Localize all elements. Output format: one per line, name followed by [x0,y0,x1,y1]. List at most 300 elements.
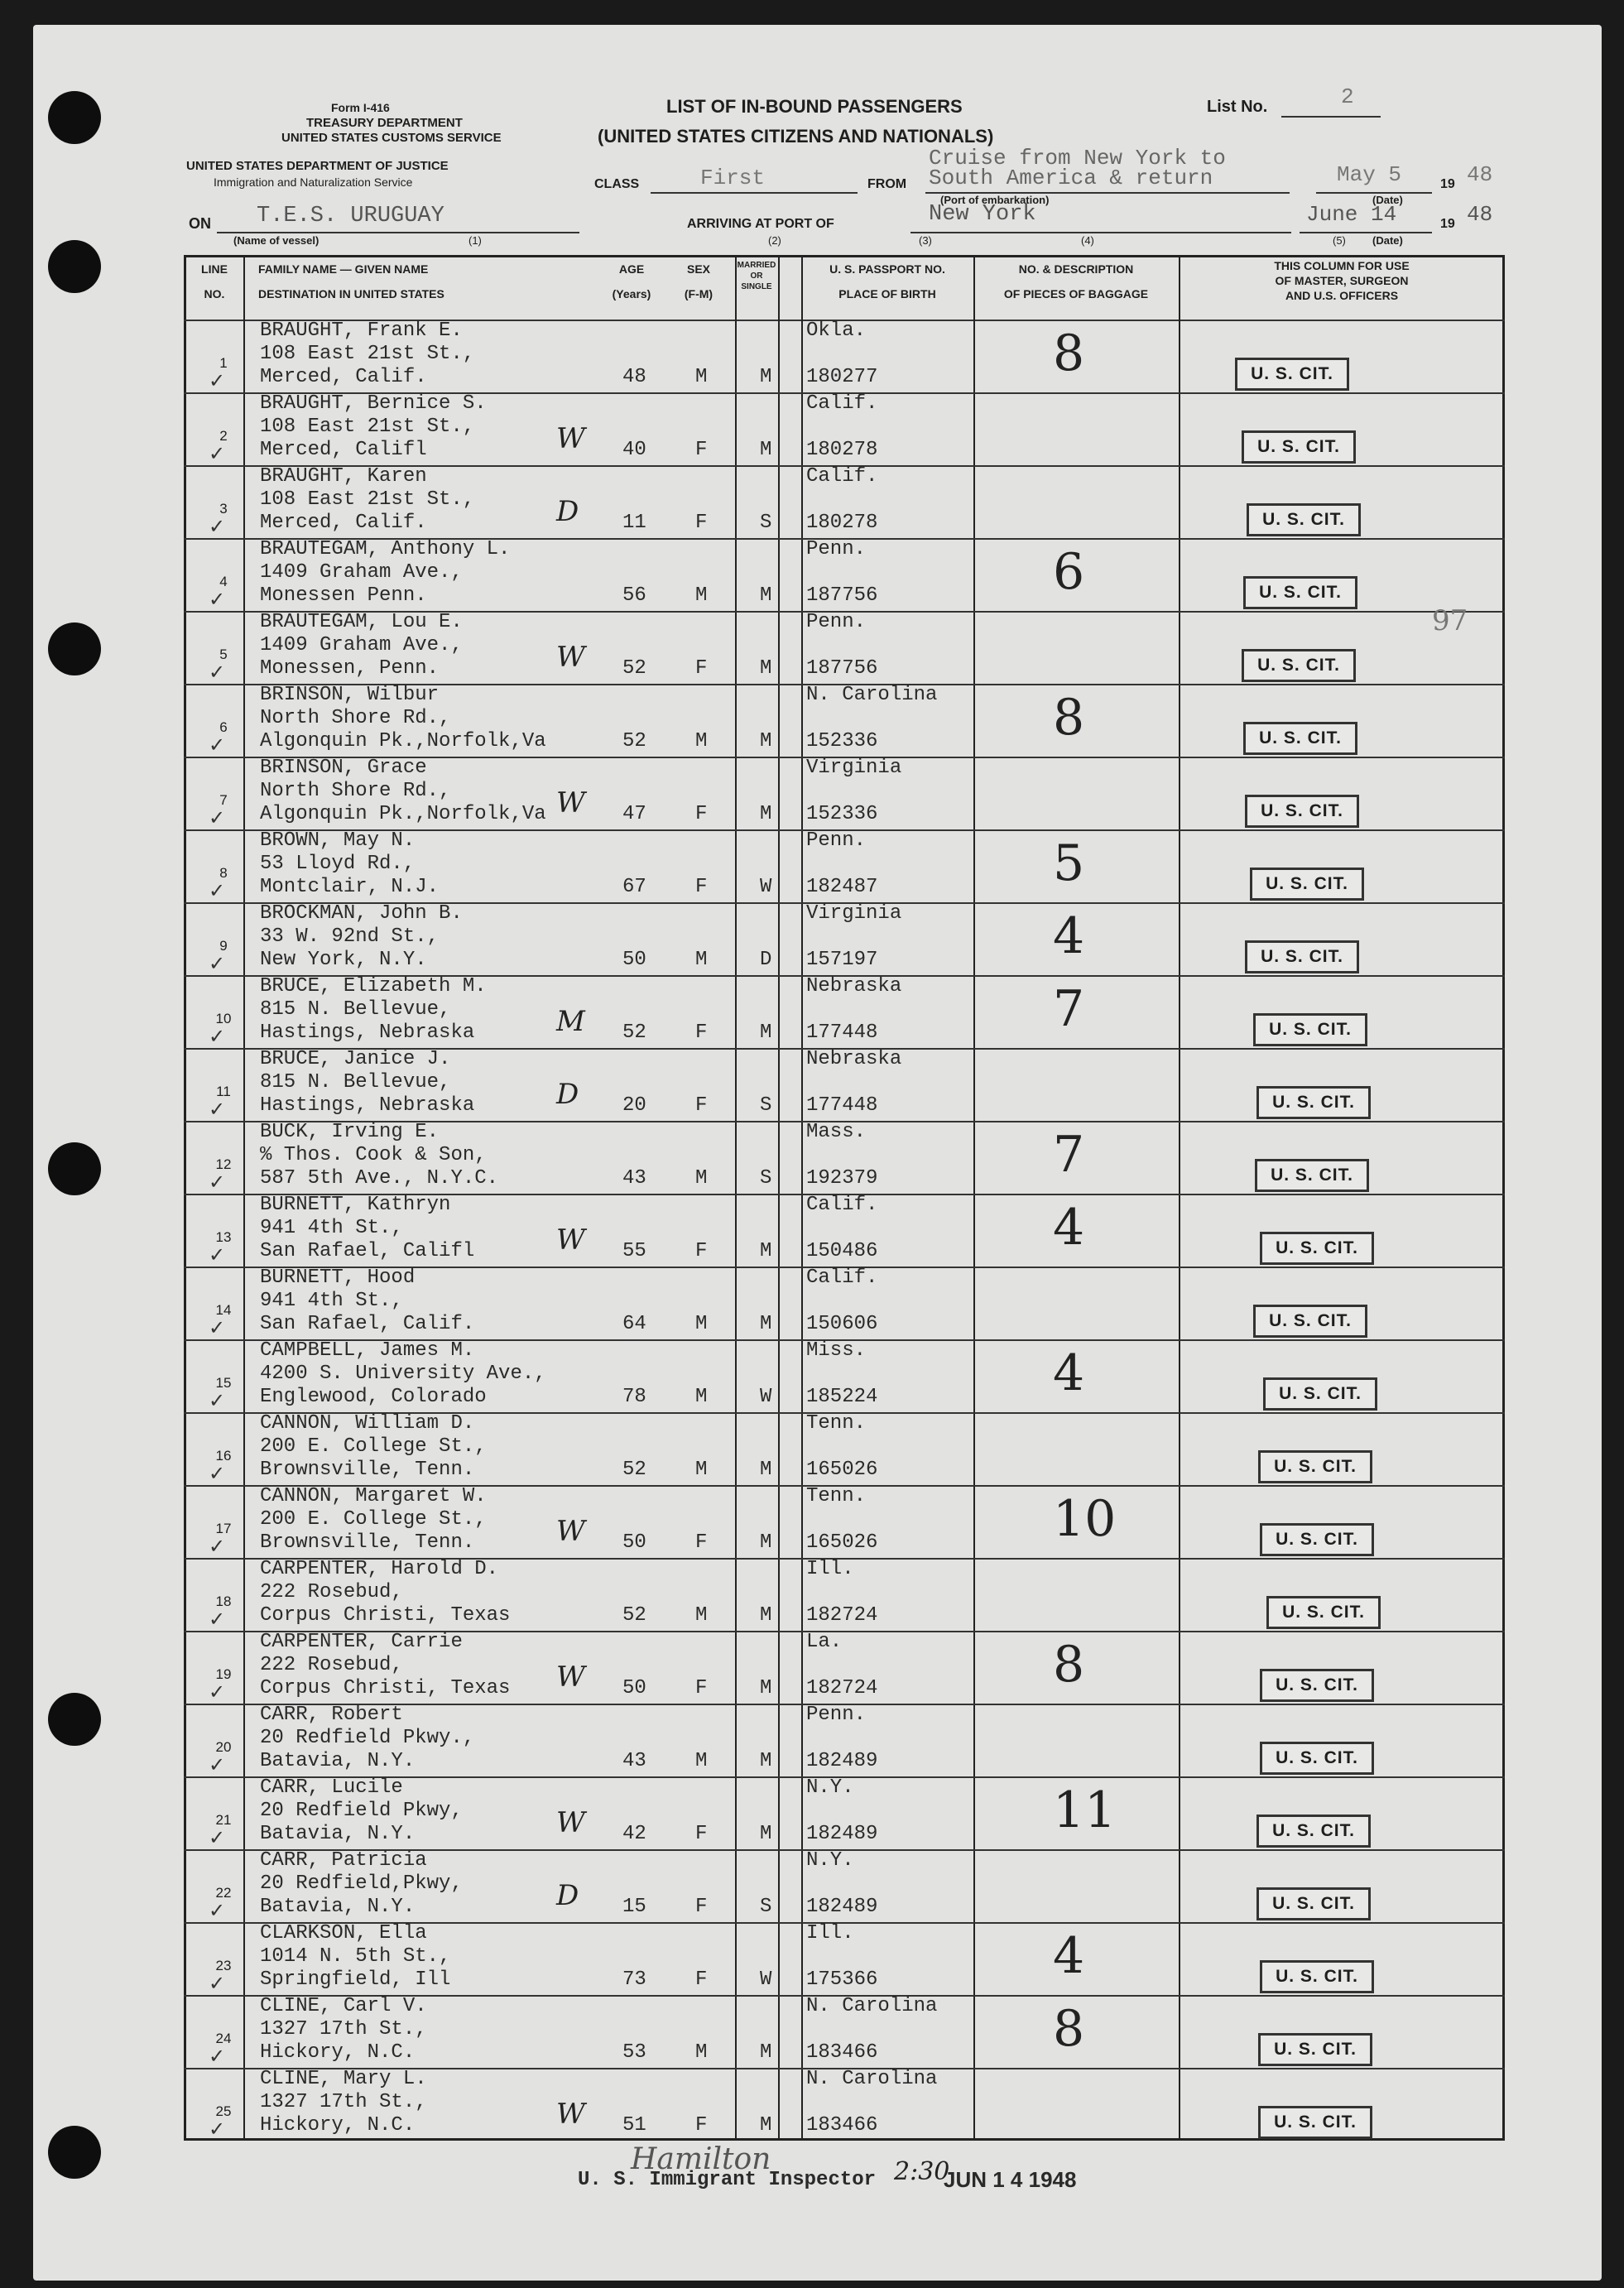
us-citizen-stamp: U. S. CIT. [1245,795,1359,828]
age: 64 [622,1313,646,1335]
check-mark: ✓ [209,1826,226,1849]
address-line-1: 108 East 21st St., [260,488,475,511]
arrival-year: 48 [1467,202,1493,227]
place-of-birth: Nebraska [806,975,902,997]
place-of-birth: N. Carolina [806,1995,938,2017]
place-of-birth: Calif. [806,1194,878,1216]
age: 52 [622,1021,646,1044]
table-row [184,1339,1505,1412]
check-mark: ✓ [209,1316,226,1339]
table-row [184,1485,1505,1558]
table-row [184,392,1505,465]
passport-number: 180278 [806,439,878,461]
line-number: 6 [219,719,228,735]
baggage-count: 4 [1053,1199,1085,1257]
us-citizen-stamp: U. S. CIT. [1256,1887,1371,1920]
class-underline [651,192,858,194]
col-ref-2: (2) [768,234,781,247]
check-mark: ✓ [209,1025,226,1048]
class-value: First [700,166,766,190]
address-line-2: 587 5th Ave., N.Y.C. [260,1167,499,1190]
age: 56 [622,584,646,607]
us-citizen-stamp: U. S. CIT. [1255,1159,1369,1192]
check-mark: ✓ [209,952,226,975]
check-mark: ✓ [209,1972,226,1995]
passenger-name: CAMPBELL, James M. [260,1339,475,1362]
age: 73 [622,1968,646,1991]
us-citizen-stamp: U. S. CIT. [1250,868,1364,901]
marital-status: M [760,1750,772,1772]
marital-status: W [760,1968,772,1991]
line-number: 2 [219,428,228,444]
col-ref-5: (5) [1333,234,1346,247]
table-row [184,1849,1505,1922]
marital-status: S [760,1167,772,1190]
place-of-birth: La. [806,1631,843,1653]
passport-number: 182724 [806,1604,878,1627]
passenger-name: BRUCE, Janice J. [260,1048,451,1070]
sex: M [695,584,708,607]
check-mark: ✓ [209,1608,226,1631]
marital-status: M [760,1459,772,1481]
age: 52 [622,730,646,752]
passport-number: 182489 [806,1750,878,1772]
age: 48 [622,366,646,388]
marital-status: M [760,584,772,607]
relation-mark: M [556,1005,585,1038]
passport-number: 157197 [806,949,878,971]
relation-mark: W [556,1515,585,1548]
passenger-name: BURNETT, Kathryn [260,1194,451,1216]
relation-mark: W [556,1661,585,1694]
check-mark: ✓ [209,879,226,902]
table-row [184,902,1505,975]
check-mark: ✓ [209,1170,226,1194]
us-citizen-stamp: U. S. CIT. [1242,430,1356,464]
line-number: 15 [215,1375,232,1391]
sex: F [695,1896,708,1918]
marital-status: M [760,730,772,752]
address-line-1: 222 Rosebud, [260,1654,403,1676]
age: 51 [622,2114,646,2137]
us-citizen-stamp: U. S. CIT. [1235,358,1349,391]
relation-mark: D [556,495,579,528]
date2-underline [1300,232,1432,233]
address-line-1: % Thos. Cook & Son, [260,1144,487,1166]
age: 47 [622,803,646,825]
check-mark: ✓ [209,588,226,611]
age: 50 [622,1531,646,1554]
passenger-name: CARR, Lucile [260,1776,403,1799]
passport-number: 182487 [806,876,878,898]
line-number: 13 [215,1229,232,1245]
age: 52 [622,1459,646,1481]
from-value-line2: South America & return [929,166,1213,190]
marital-status: M [760,1823,772,1845]
address-line-1: 33 W. 92nd St., [260,925,440,948]
line-number: 23 [215,1958,232,1973]
passport-number: 183466 [806,2041,878,2064]
form-number: Form I-416 [331,101,390,114]
dept-justice: UNITED STATES DEPARTMENT OF JUSTICE [186,159,449,173]
baggage-count: 4 [1053,1344,1085,1402]
line-number: 14 [215,1302,232,1318]
col-ref-4: (4) [1081,234,1094,247]
check-mark: ✓ [209,1243,226,1267]
check-mark: ✓ [209,733,226,757]
line-number: 16 [215,1448,232,1464]
relation-mark: W [556,641,585,674]
binder-hole [48,91,101,144]
us-citizen-stamp: U. S. CIT. [1263,1377,1377,1411]
place-of-birth: Tenn. [806,1485,867,1507]
passport-number: 187756 [806,584,878,607]
place-of-birth: Virginia [806,902,902,925]
address-line-2: Hickory, N.C. [260,2041,416,2064]
passport-number: 177448 [806,1021,878,1044]
marital-status: M [760,803,772,825]
passport-number: 175366 [806,1968,878,1991]
relation-mark: W [556,786,585,820]
baggage-count: 7 [1053,1126,1085,1184]
sex: M [695,2041,708,2064]
passenger-name: CLINE, Carl V. [260,1995,427,2017]
passport-number: 180277 [806,366,878,388]
check-mark: ✓ [209,1680,226,1704]
year-prefix-2: 19 [1440,217,1455,231]
dept-treasury: TREASURY DEPARTMENT [306,116,463,130]
address-line-2: Merced, Calif. [260,512,427,534]
check-mark: ✓ [209,661,226,684]
place-of-birth: Virginia [806,757,902,779]
address-line-2: Brownsville, Tenn. [260,1459,475,1481]
line-number: 4 [219,574,228,589]
address-line-2: Corpus Christi, Texas [260,1677,511,1699]
check-mark: ✓ [209,1462,226,1485]
passport-number: 177448 [806,1094,878,1117]
place-of-birth: N. Carolina [806,2068,938,2090]
binder-hole [48,240,101,293]
passenger-name: BRAUTEGAM, Anthony L. [260,538,511,560]
us-citizen-stamp: U. S. CIT. [1256,1815,1371,1848]
sex: M [695,949,708,971]
marital-status: M [760,366,772,388]
line-number: 24 [215,2031,232,2046]
port-embark-label: (Port of embarkation) [940,194,1050,206]
line-number: 22 [215,1885,232,1901]
address-line-1: 4200 S. University Ave., [260,1363,546,1385]
baggage-count: 8 [1053,324,1085,382]
place-of-birth: Calif. [806,392,878,415]
age: 52 [622,1604,646,1627]
check-mark: ✓ [209,442,226,465]
binder-hole [48,1693,101,1746]
list-title: LIST OF IN-BOUND PASSENGERS [666,96,963,117]
list-no-label: List No. [1207,98,1268,116]
address-line-2: Springfield, Ill [260,1968,451,1991]
passport-number: 150606 [806,1313,878,1335]
table-row [184,1922,1505,1995]
binder-hole [48,622,101,675]
col-header-married: MARRIED OR SINGLE [737,261,776,291]
age: 43 [622,1167,646,1190]
vessel-underline [217,232,579,233]
dept-customs: UNITED STATES CUSTOMS SERVICE [281,131,502,145]
sex: F [695,1240,708,1262]
table-row [184,465,1505,538]
line-number: 8 [219,865,228,881]
place-of-birth: Penn. [806,538,867,560]
inspector-label: U. S. Immigrant Inspector [578,2169,877,2191]
age: 42 [622,1823,646,1845]
table-row [184,975,1505,1048]
check-mark: ✓ [209,1535,226,1558]
address-line-2: San Rafael, Califl [260,1240,475,1262]
date-label-1: (Date) [1372,194,1403,206]
address-line-1: 20 Redfield Pkwy., [260,1727,475,1749]
marital-status: M [760,1604,772,1627]
us-citizen-stamp: U. S. CIT. [1258,2106,1372,2139]
sex: M [695,366,708,388]
place-of-birth: Calif. [806,1267,878,1289]
line-number: 20 [215,1739,232,1755]
age: 53 [622,2041,646,2064]
us-citizen-stamp: U. S. CIT. [1242,649,1356,682]
from-label: FROM [867,177,907,191]
age: 78 [622,1386,646,1408]
sex: M [695,1459,708,1481]
address-line-1: 941 4th St., [260,1217,403,1239]
place-of-birth: Miss. [806,1339,867,1362]
marital-status: M [760,657,772,680]
sex: M [695,730,708,752]
us-citizen-stamp: U. S. CIT. [1243,722,1357,755]
place-of-birth: N.Y. [806,1849,854,1872]
sex: F [695,2114,708,2137]
check-mark: ✓ [209,1899,226,1922]
place-of-birth: Nebraska [806,1048,902,1070]
line-number: 17 [215,1521,232,1536]
place-of-birth: Mass. [806,1121,867,1143]
baggage-count: 11 [1053,1781,1117,1839]
departure-date: May 5 [1337,162,1402,187]
address-line-2: Montclair, N.J. [260,876,440,898]
place-of-birth: Penn. [806,1704,867,1726]
address-line-1: 53 Lloyd Rd., [260,853,416,875]
baggage-count: 8 [1053,689,1085,747]
table-row [184,1995,1505,2068]
table-row [184,757,1505,829]
sex: F [695,1968,708,1991]
passport-number: 183466 [806,2114,878,2137]
address-line-1: 1014 N. 5th St., [260,1945,451,1968]
class-label: CLASS [594,177,640,191]
marital-status: M [760,2041,772,2064]
address-line-1: 1409 Graham Ave., [260,634,463,656]
check-mark: ✓ [209,2045,226,2068]
sex: F [695,1021,708,1044]
arriving-label: ARRIVING AT PORT OF [687,217,834,231]
on-label: ON [189,215,211,232]
marital-status: D [760,949,772,971]
marital-status: M [760,1531,772,1554]
table-row [184,320,1505,392]
baggage-count: 8 [1053,2000,1085,2058]
arrival-date: June 14 [1306,202,1397,227]
departure-year: 48 [1467,162,1493,187]
age: 15 [622,1896,646,1918]
arrival-port: New York [929,202,1036,227]
passport-number: 182724 [806,1677,878,1699]
relation-mark: D [556,1078,579,1111]
passport-number: 180278 [806,512,878,534]
sex: F [695,1823,708,1845]
relation-mark: D [556,1879,579,1912]
passenger-name: CLINE, Mary L. [260,2068,427,2090]
baggage-count: 6 [1053,543,1085,601]
address-line-1: 200 E. College St., [260,1435,487,1458]
address-line-2: Monessen Penn. [260,584,427,607]
line-number: 19 [215,1666,232,1682]
passenger-name: CARPENTER, Harold D. [260,1558,499,1580]
check-mark: ✓ [209,806,226,829]
age: 11 [622,512,646,534]
place-of-birth: Calif. [806,465,878,488]
passport-number: 150486 [806,1240,878,1262]
us-citizen-stamp: U. S. CIT. [1260,1742,1374,1775]
table-row [184,611,1505,684]
date-stamp: JUN 1 4 1948 [944,2167,1077,2192]
passport-number: 152336 [806,730,878,752]
vessel-label: (Name of vessel) [233,234,320,247]
address-line-2: Hastings, Nebraska [260,1021,475,1044]
address-line-2: Englewood, Colorado [260,1386,487,1408]
col-header-name: FAMILY NAME — GIVEN NAME DESTINATION IN UNITED STATES [258,262,444,300]
line-number: 7 [219,792,228,808]
address-line-2: Monessen, Penn. [260,657,440,680]
passenger-name: BRAUGHT, Karen [260,465,427,488]
marital-status: W [760,876,772,898]
baggage-count: 4 [1053,1927,1085,1985]
place-of-birth: Ill. [806,1558,854,1580]
passport-number: 152336 [806,803,878,825]
address-line-1: North Shore Rd., [260,780,451,802]
place-of-birth: N. Carolina [806,684,938,706]
us-citizen-stamp: U. S. CIT. [1260,1523,1374,1556]
baggage-count: 8 [1053,1636,1085,1694]
sex: F [695,1094,708,1117]
place-of-birth: Tenn. [806,1412,867,1435]
line-number: 1 [219,355,228,371]
list-subtitle: (UNITED STATES CITIZENS AND NATIONALS) [598,126,994,147]
baggage-count: 7 [1053,980,1085,1038]
relation-mark: W [556,422,585,455]
col-ref-1: (1) [468,234,482,247]
table-row [184,1048,1505,1121]
marital-status: M [760,2114,772,2137]
passenger-name: CANNON, Margaret W. [260,1485,487,1507]
relation-mark: W [556,2098,585,2131]
passenger-name: CARR, Patricia [260,1849,427,1872]
passenger-name: BURNETT, Hood [260,1267,416,1289]
table-row [184,1776,1505,1849]
marital-status: M [760,1021,772,1044]
inspection-time: 2:30 [894,2157,950,2186]
passenger-name: BRAUGHT, Frank E. [260,320,463,342]
us-citizen-stamp: U. S. CIT. [1245,940,1359,973]
age: 55 [622,1240,646,1262]
sex: F [695,1531,708,1554]
passenger-name: BRAUTEGAM, Lou E. [260,611,463,633]
table-row [184,829,1505,902]
passport-number: 182489 [806,1823,878,1845]
date-label-2: (Date) [1372,234,1403,247]
us-citizen-stamp: U. S. CIT. [1266,1596,1381,1629]
line-number: 11 [216,1084,231,1099]
age: 67 [622,876,646,898]
age: 50 [622,949,646,971]
address-line-1: 1327 17th St., [260,2018,427,2040]
us-citizen-stamp: U. S. CIT. [1260,1232,1374,1265]
passport-number: 182489 [806,1896,878,1918]
address-line-1: 20 Redfield,Pkwy, [260,1872,463,1895]
passenger-name: BRINSON, Grace [260,757,427,779]
address-line-2: Algonquin Pk.,Norfolk,Va [260,803,546,825]
table-row [184,538,1505,611]
line-number: 12 [215,1156,232,1172]
check-mark: ✓ [209,1753,226,1776]
table-row [184,1194,1505,1267]
passport-number: 165026 [806,1459,878,1481]
us-citizen-stamp: U. S. CIT. [1253,1305,1367,1338]
address-line-1: 1327 17th St., [260,2091,427,2113]
line-number: 5 [219,647,228,662]
us-citizen-stamp: U. S. CIT. [1256,1086,1371,1119]
table-row [184,684,1505,757]
us-citizen-stamp: U. S. CIT. [1243,576,1357,609]
baggage-count: 10 [1053,1490,1117,1548]
table-row [184,1121,1505,1194]
relation-mark: W [556,1806,585,1839]
address-line-2: Brownsville, Tenn. [260,1531,475,1554]
marital-status: M [760,439,772,461]
sex: F [695,512,708,534]
marital-status: S [760,1896,772,1918]
us-citizen-stamp: U. S. CIT. [1247,503,1361,536]
us-citizen-stamp: U. S. CIT. [1258,2033,1372,2066]
place-of-birth: Penn. [806,829,867,852]
sex: M [695,1750,708,1772]
place-of-birth: Okla. [806,320,867,342]
age: 43 [622,1750,646,1772]
relation-mark: W [556,1223,585,1257]
inspector-signature: Hamilton [631,2142,771,2176]
col-header-officers: THIS COLUMN FOR USE OF MASTER, SURGEON AND U.S. OFFICERS [1274,259,1410,302]
place-of-birth: N.Y. [806,1776,854,1799]
marital-status: M [760,1240,772,1262]
table-row [184,1631,1505,1704]
address-line-2: New York, N.Y. [260,949,427,971]
passenger-name: CARPENTER, Carrie [260,1631,463,1653]
side-number: 97 [1432,604,1468,637]
baggage-count: 4 [1053,907,1085,965]
line-number: 9 [219,938,228,954]
passenger-name: BROCKMAN, John B. [260,902,463,925]
sex: F [695,803,708,825]
check-mark: ✓ [209,1389,226,1412]
line-number: 18 [215,1593,232,1609]
address-line-2: Batavia, N.Y. [260,1750,416,1772]
